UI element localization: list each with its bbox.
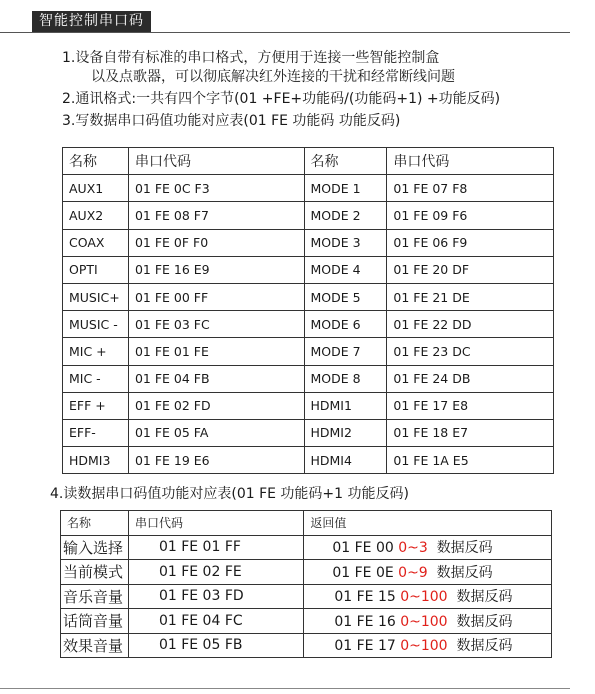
function-name: MODE 1: [304, 175, 387, 202]
return-code: 01 FE 17: [334, 638, 396, 655]
return-range: 0~100: [400, 613, 448, 630]
function-name: 音乐音量: [61, 584, 129, 609]
paragraph-2: 2.通讯格式:一共有四个字节(01 +FE+功能码/(功能码+1) +功能反码): [62, 91, 501, 107]
function-name: MIC +: [63, 338, 129, 365]
serial-code: 01 FE 18 E7: [387, 419, 554, 446]
table-row: [63, 365, 554, 392]
serial-code: 01 FE 02 FD: [128, 392, 304, 419]
table-row: [61, 584, 552, 609]
function-name: MODE 6: [304, 311, 387, 338]
table-row: [63, 419, 554, 446]
serial-code: 01 FE 1A E5: [387, 447, 554, 474]
function-name: MIC -: [63, 365, 129, 392]
function-name: 效果音量: [61, 633, 129, 658]
return-range: 0~9: [398, 564, 428, 581]
function-name: 当前模式: [61, 560, 129, 585]
serial-code: 01 FE 17 E8: [387, 392, 554, 419]
return-range: 0~100: [400, 589, 448, 606]
table-row: [61, 609, 552, 634]
read-code-table: [60, 510, 552, 658]
header-name: 名称: [61, 511, 129, 536]
bottom-rule: [0, 688, 570, 689]
serial-code: 01 FE 03 FD: [128, 584, 303, 609]
table-row: [63, 338, 554, 365]
function-name: MUSIC -: [63, 311, 129, 338]
paragraph-1-line-2: 以及点歌器，可以彻底解决红外连接的干扰和经常断线问题: [91, 69, 455, 85]
return-note: 数据反码: [456, 638, 513, 655]
table-row: [61, 633, 552, 658]
table-row: [63, 175, 554, 202]
serial-code: 01 FE 09 F6: [387, 202, 554, 229]
table-row: [63, 229, 554, 256]
return-code: 01 FE 00: [332, 540, 394, 557]
serial-code: 01 FE 05 FB: [128, 633, 303, 658]
paragraph-1-line-1: 1.设备自带有标准的串口格式，方便用于连接一些智能控制盒: [62, 50, 440, 66]
serial-code: 01 FE 16 E9: [128, 256, 304, 283]
header-return: 返回值: [304, 511, 552, 536]
function-name: MODE 2: [304, 202, 387, 229]
function-name: MODE 8: [304, 365, 387, 392]
serial-code: 01 FE 01 FF: [128, 535, 303, 560]
function-name: HDMI2: [304, 419, 387, 446]
serial-code: 01 FE 06 F9: [387, 229, 554, 256]
function-name: MODE 5: [304, 283, 387, 310]
table-row: [63, 447, 554, 474]
table-row: [63, 283, 554, 310]
function-name: 输入选择: [61, 535, 129, 560]
return-value: [304, 535, 552, 560]
table-row: [63, 256, 554, 283]
header-code: 串口代码: [128, 148, 304, 175]
header-code: 串口代码: [128, 511, 303, 536]
table-row: [61, 560, 552, 585]
return-value: [304, 584, 552, 609]
paragraph-4: 4.读数据串口码值功能对应表(01 FE 功能码+1 功能反码): [50, 486, 409, 502]
serial-code: 01 FE 21 DE: [387, 283, 554, 310]
function-name: EFF +: [63, 392, 129, 419]
serial-code: 01 FE 04 FC: [128, 609, 303, 634]
serial-code: 01 FE 0F F0: [128, 229, 304, 256]
function-name: AUX1: [63, 175, 129, 202]
serial-code: 01 FE 02 FE: [128, 560, 303, 585]
serial-code: 01 FE 03 FC: [128, 311, 304, 338]
function-name: MODE 3: [304, 229, 387, 256]
serial-code: 01 FE 05 FA: [128, 419, 304, 446]
return-value: [304, 609, 552, 634]
serial-code: 01 FE 20 DF: [387, 256, 554, 283]
return-value: [304, 633, 552, 658]
table-row: [61, 535, 552, 560]
function-name: HDMI1: [304, 392, 387, 419]
function-name: MUSIC+: [63, 283, 129, 310]
table-row: [63, 202, 554, 229]
page-title: 智能控制串口码: [32, 11, 151, 32]
function-name: EFF-: [63, 419, 129, 446]
serial-code: 01 FE 08 F7: [128, 202, 304, 229]
write-code-table: [62, 147, 554, 474]
return-range: 0~3: [398, 540, 428, 557]
return-note: 数据反码: [436, 564, 493, 581]
table-row: [63, 311, 554, 338]
function-name: OPTI: [63, 256, 129, 283]
table-row: [63, 392, 554, 419]
function-name: 话筒音量: [61, 609, 129, 634]
return-code: 01 FE 16: [334, 613, 396, 630]
return-range: 0~100: [400, 638, 448, 655]
serial-code: 01 FE 24 DB: [387, 365, 554, 392]
return-note: 数据反码: [456, 589, 513, 606]
serial-code: 01 FE 22 DD: [387, 311, 554, 338]
return-value: [304, 560, 552, 585]
return-code: 01 FE 0E: [332, 564, 394, 581]
return-code: 01 FE 15: [334, 589, 396, 606]
header-name: 名称: [63, 148, 129, 175]
header-name: 名称: [304, 148, 387, 175]
return-note: 数据反码: [436, 540, 493, 557]
function-name: HDMI3: [63, 447, 129, 474]
header-code: 串口代码: [387, 148, 554, 175]
table-header-row: [63, 148, 554, 175]
table-header-row: [61, 511, 552, 536]
serial-code: 01 FE 07 F8: [387, 175, 554, 202]
serial-code: 01 FE 00 FF: [128, 283, 304, 310]
serial-code: 01 FE 0C F3: [128, 175, 304, 202]
function-name: HDMI4: [304, 447, 387, 474]
serial-code: 01 FE 19 E6: [128, 447, 304, 474]
function-name: MODE 7: [304, 338, 387, 365]
serial-code: 01 FE 04 FB: [128, 365, 304, 392]
function-name: AUX2: [63, 202, 129, 229]
serial-code: 01 FE 01 FE: [128, 338, 304, 365]
function-name: COAX: [63, 229, 129, 256]
function-name: MODE 4: [304, 256, 387, 283]
paragraph-3: 3.写数据串口码值功能对应表(01 FE 功能码 功能反码): [62, 113, 401, 129]
serial-code: 01 FE 23 DC: [387, 338, 554, 365]
return-note: 数据反码: [456, 613, 513, 630]
